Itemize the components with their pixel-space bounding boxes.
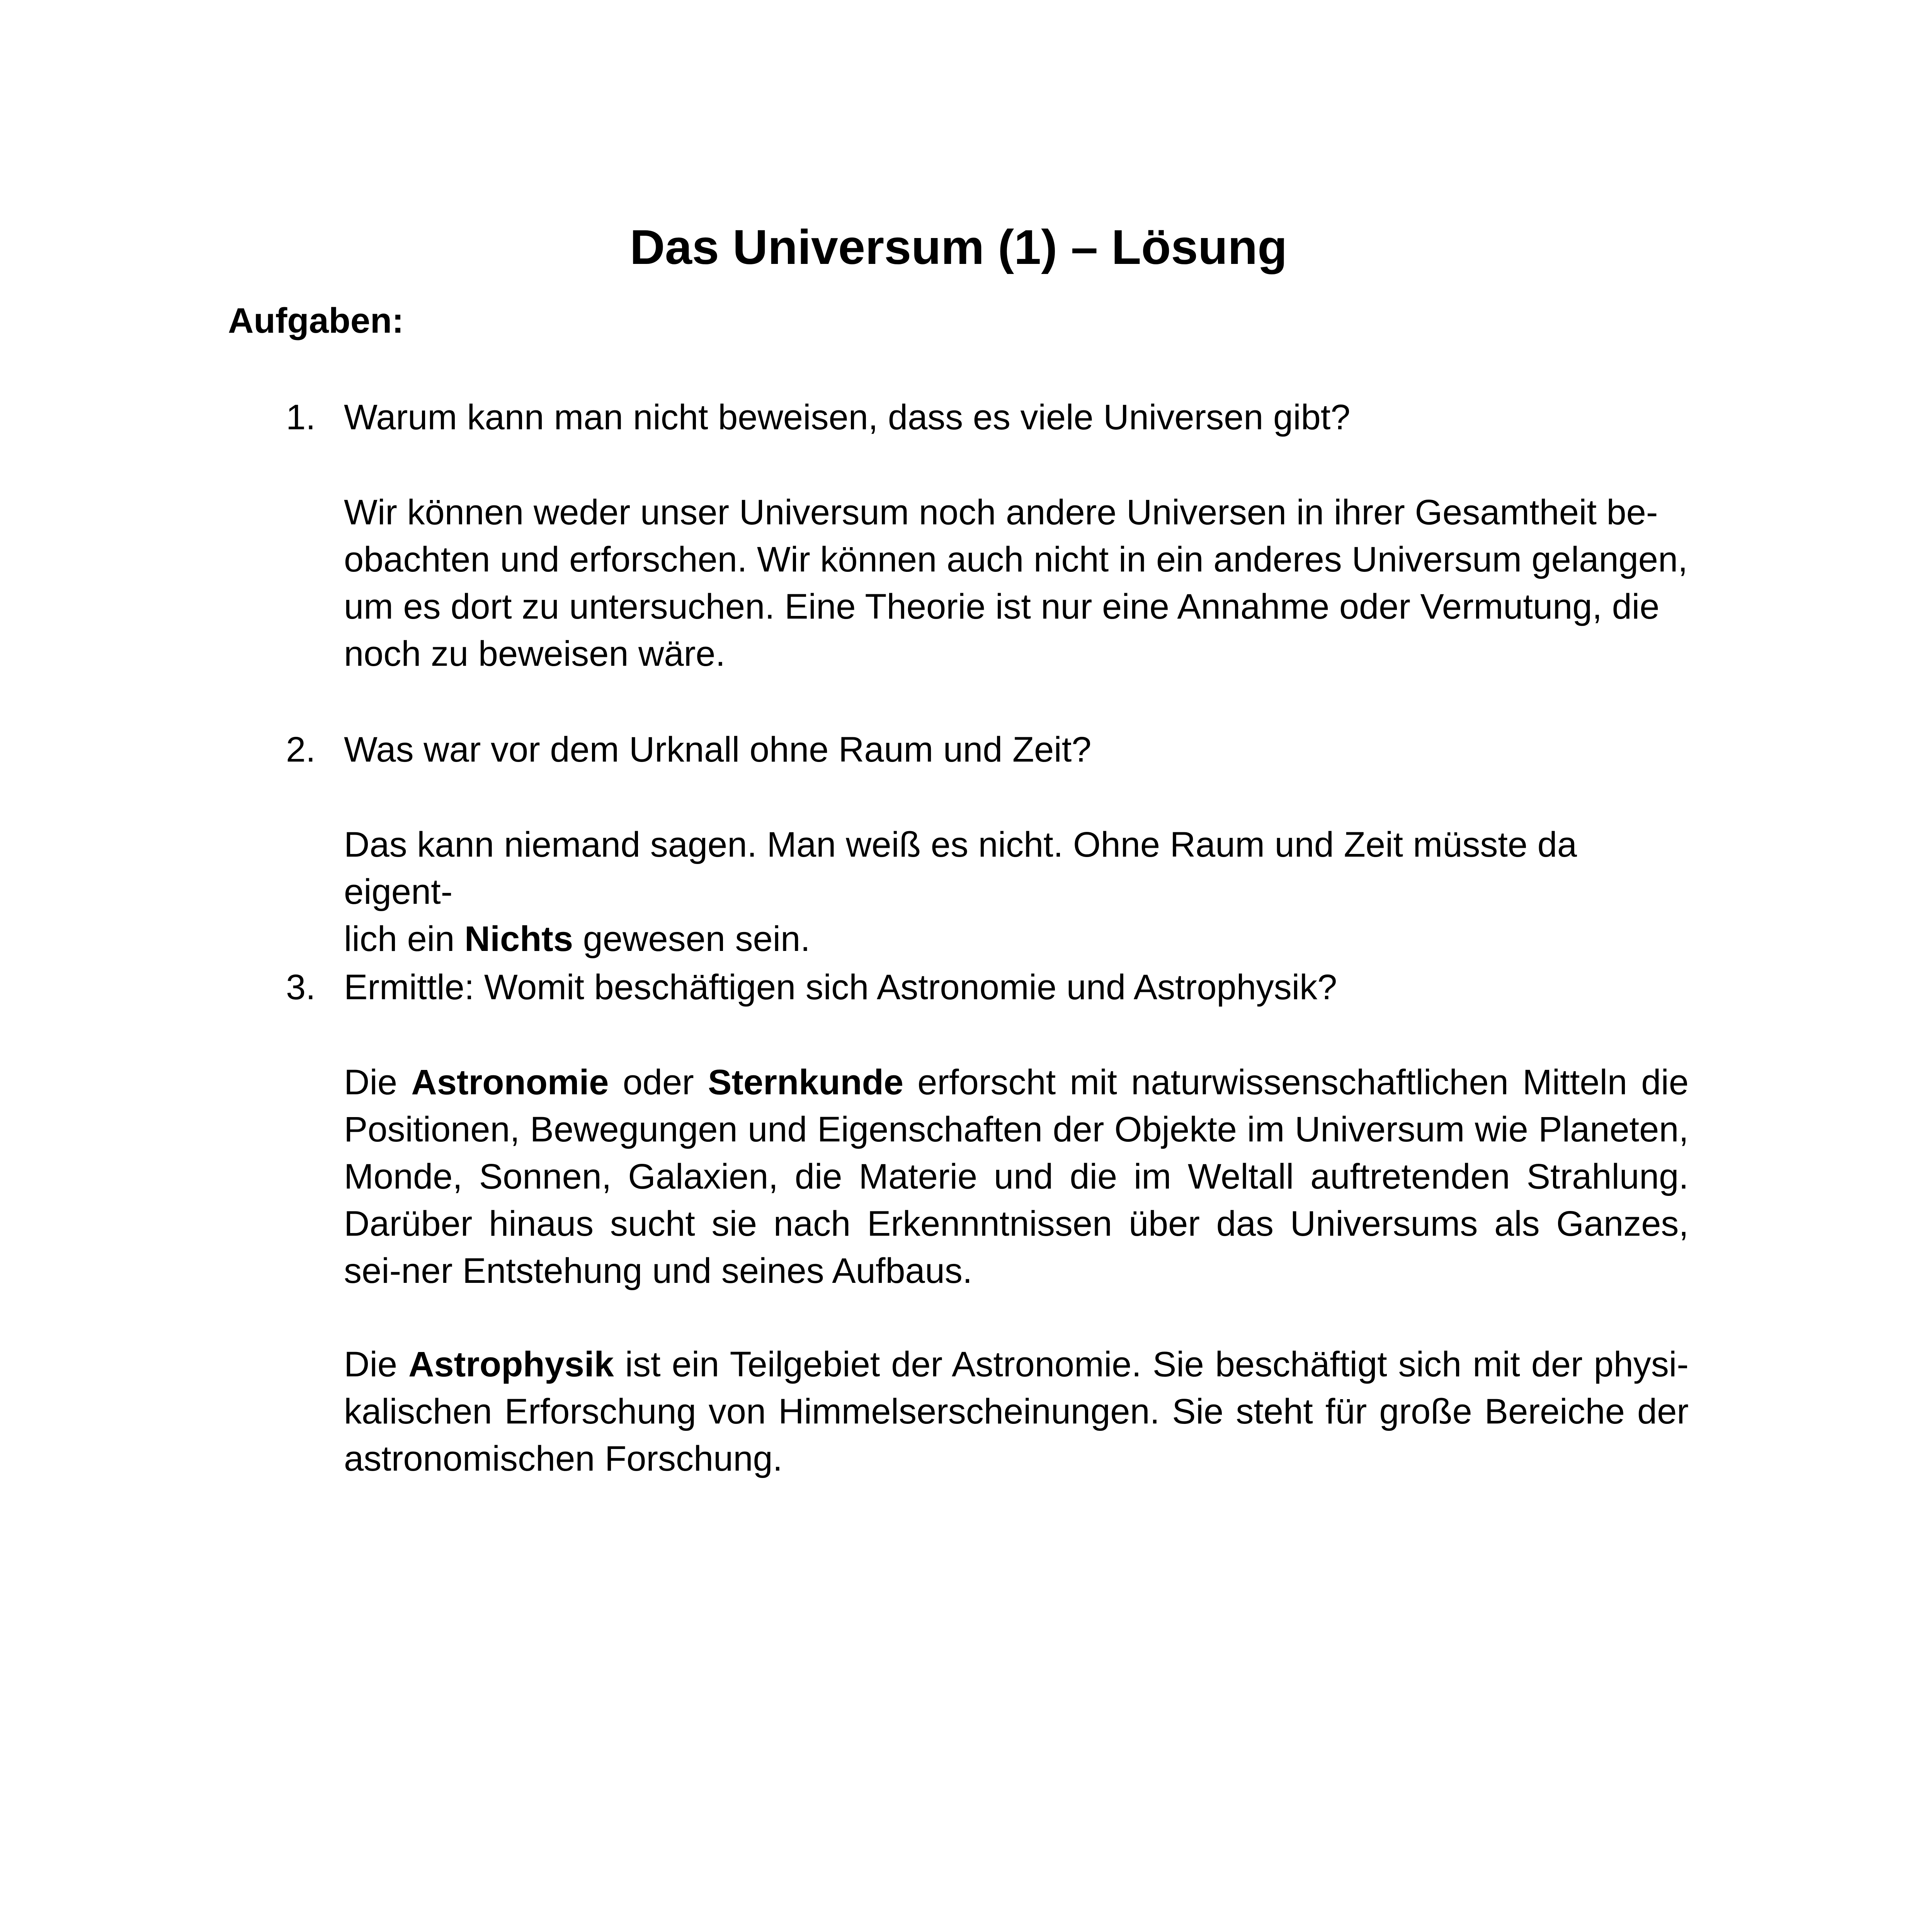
answer-bold-term: Nichts [464,919,573,959]
answer-text: oder [609,1063,708,1102]
answer-bold-term: Sternkunde [708,1063,904,1102]
answer-line: Wir können weder unser Universum noch andere Universen in ihrer Gesamtheit be- [344,493,1658,532]
question-2 [286,726,1091,773]
answer-line [344,915,1689,963]
answer-text: ist ein Teilgebiet der Astronomie. Sie beschäftigt sich mit der physi-kalischen Erforschung von Himmelserscheinungen. Sie steht für große Bereiche der astronomischen Forschung. [344,1345,1689,1478]
answer-text: lich ein [344,919,464,959]
answer-1 [344,489,1689,677]
answer-line: noch zu beweisen wäre. [344,634,726,673]
question-text: Ermittle: Womit beschäftigen sich Astronomie und Astrophysik? [344,968,1337,1007]
question-text: Warum kann man nicht beweisen, dass es viele Universen gibt? [344,398,1351,437]
answer-line: Das kann niemand sagen. Man weiß es nicht. Ohne Raum und Zeit müsste da eigent- [344,825,1577,912]
answer-3-astronomie [344,1059,1689,1294]
answer-line: obachten und erforschen. Wir können auch nicht in ein anderes Universum gelangen, [344,540,1688,579]
question-number: 1. [286,398,316,437]
question-text: Was war vor dem Urknall ohne Raum und Zeit? [344,730,1092,769]
answer-text: Die [344,1345,408,1384]
section-label: Aufgaben: [228,301,404,340]
answer-bold-term: Astronomie [411,1063,609,1102]
question-1 [286,394,1351,440]
answer-text: erforscht mit naturwissenschaftlichen Mitteln die Positionen, Bewegungen und Eigenschaften der Objekte im Universum wie Planeten, Monde, Sonnen, Galaxien, die Materie und die im Weltall auftretenden Strahlung. Darüber hinaus sucht sie nach Erkennntnissen über das Universums als Ganzes, sei-ner Entstehung und seines Aufbaus. [344,1063,1689,1291]
answer-2 [344,821,1689,963]
question-number: 2. [286,730,316,769]
page-title: Das Universum (1) – Lösung [629,220,1288,274]
question-number: 3. [286,968,316,1007]
answer-bold-term: Astrophysik [408,1345,614,1384]
answer-text: Die [344,1063,412,1102]
question-3 [286,964,1337,1010]
answer-text: gewesen sein. [573,919,810,959]
answer-line: um es dort zu untersuchen. Eine Theorie ist nur eine Annahme oder Vermutung, die [344,587,1660,626]
answer-3-astrophysik [344,1341,1689,1482]
